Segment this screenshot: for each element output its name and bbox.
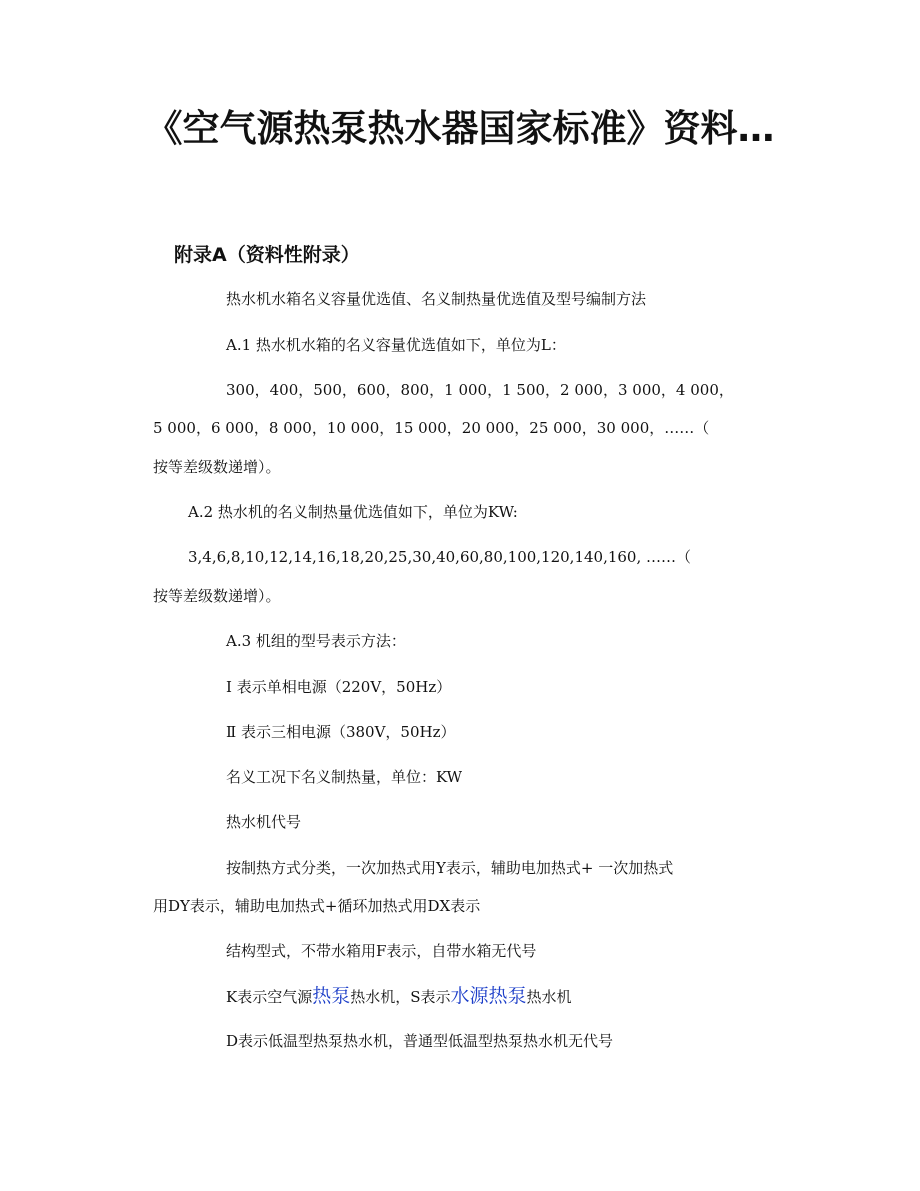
source-type-line [226, 979, 572, 1014]
heat-pump-link[interactable]: 热泵 [312, 985, 351, 1007]
document-title [0, 97, 920, 161]
appendix-heading: 附录A（资料性附录） [174, 244, 360, 266]
a3-label: A.3 机组的型号表示方法： [226, 632, 406, 650]
structure-line: 结构型式，不带水箱用F表示，自带水箱无代号 [226, 942, 537, 960]
source-text-2: 热水机，S表示 [350, 988, 451, 1006]
low-temp-line: D表示低温型热泵热水机，普通型低温型热泵热水机无代号 [226, 1032, 614, 1050]
a1-values-line-1: 300，400，500，600，800，1 000，1 500，2 000，3 000，4 000， [226, 381, 734, 399]
intro-paragraph: 热水机水箱名义容量优选值、名义制热量优选值及型号编制方法 [226, 290, 647, 308]
source-text-1: K表示空气源 [226, 988, 313, 1006]
document-title-text: 《空气源热泵热水器国家标准》资料 [145, 107, 738, 150]
rated-heat-line: 名义工况下名义制热量，单位：KW [226, 768, 463, 786]
a1-label: A.1 热水机水箱的名义容量优选值如下，单位为L： [226, 336, 566, 354]
a1-values-line-2: 5 000，6 000，8 000，10 000，15 000，20 000，25 000，30 000，……（ [153, 419, 710, 437]
power-single-phase: I 表示单相电源（220V，50Hz） [226, 678, 452, 696]
a2-values-line-2: 按等差级数递增）。 [153, 587, 281, 605]
water-source-heat-pump-link[interactable]: 水源热泵 [450, 985, 527, 1007]
power-three-phase: Ⅱ 表示三相电源（380V，50Hz） [226, 723, 456, 741]
a2-label: A.2 热水机的名义制热量优选值如下，单位为KW: [188, 503, 518, 521]
source-text-3: 热水机 [526, 988, 572, 1006]
document-title-ellipsis: … [737, 107, 775, 150]
heating-method-line-1: 按制热方式分类，一次加热式用Y表示，辅助电加热式+ 一次加热式 [226, 859, 674, 877]
machine-code-line: 热水机代号 [226, 813, 302, 831]
heating-method-line-2: 用DY表示，辅助电加热式+循环加热式用DX表示 [153, 897, 481, 915]
a1-values-line-3: 按等差级数递增）。 [153, 458, 281, 476]
a2-values-line-1: 3,4,6,8,10,12,14,16,18,20,25,30,40,60,80,100,120,140,160, ……（ [188, 548, 692, 566]
